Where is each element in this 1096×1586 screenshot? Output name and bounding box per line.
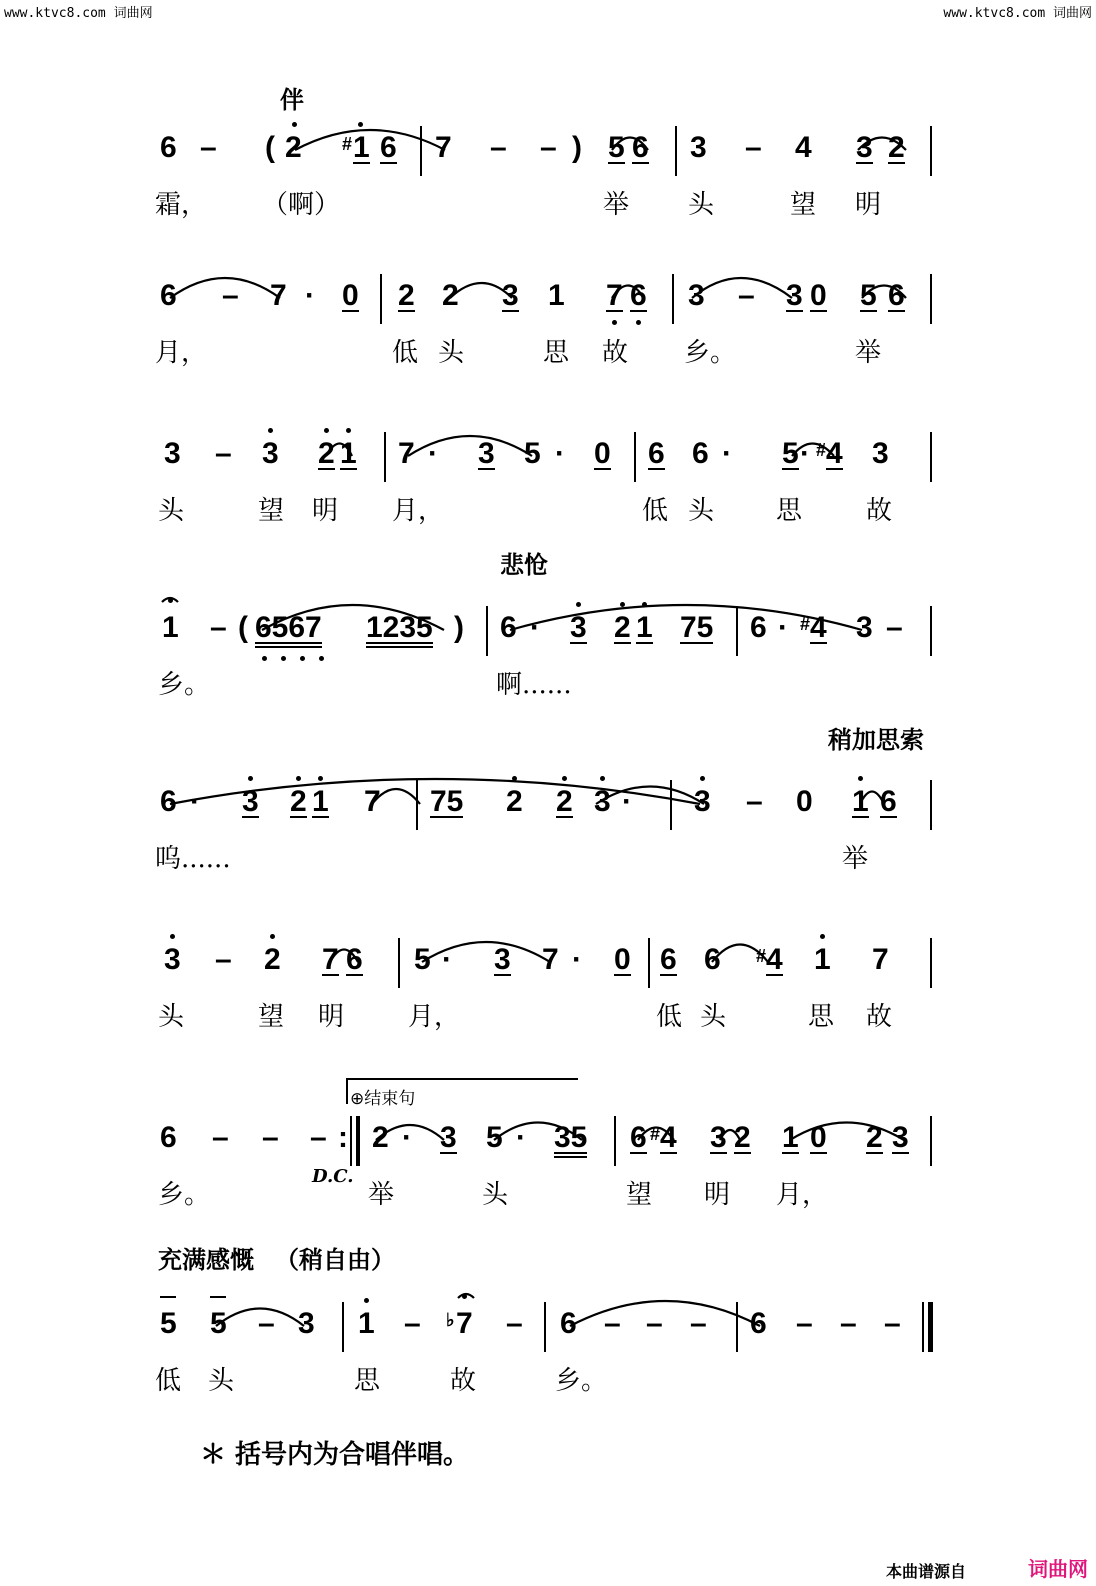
lyric: 头 — [158, 1002, 185, 1032]
lyric: 乡。 — [684, 338, 737, 368]
note: 0 — [614, 943, 631, 976]
lyric: 思 — [543, 338, 570, 368]
note: – — [200, 131, 217, 164]
note: 4 — [810, 611, 827, 644]
note: 2 — [442, 279, 459, 312]
note: 6 — [630, 279, 647, 312]
note: 6 — [160, 131, 177, 164]
staff-row-6 — [0, 942, 1096, 1062]
note: 2 — [614, 611, 631, 644]
note: ) — [572, 131, 582, 164]
note: – — [210, 611, 227, 644]
header-left[interactable]: www.ktvc8.com 词曲网 — [4, 6, 153, 21]
note: 3 — [478, 437, 495, 470]
note: 6 — [500, 611, 517, 644]
note: 6 — [160, 279, 177, 312]
note: 2 — [734, 1121, 751, 1154]
repeat-dots: : — [338, 1121, 348, 1154]
note: 6 — [630, 1121, 647, 1154]
note: 2 — [556, 785, 573, 818]
note: 3 — [856, 131, 873, 164]
note: – — [745, 131, 762, 164]
lyric: 故 — [450, 1366, 477, 1396]
lyric: 举 — [603, 190, 630, 220]
note: – — [310, 1121, 327, 1154]
lyric: 月， — [408, 1002, 461, 1032]
note: 3 — [440, 1121, 457, 1154]
note: 2 — [888, 131, 905, 164]
note: – — [840, 1307, 857, 1340]
note: 0 — [594, 437, 611, 470]
note: 6 — [160, 785, 177, 818]
lyric: 霜， — [155, 190, 208, 220]
lyric: 呜...... — [155, 844, 231, 874]
note: 3 — [262, 437, 279, 470]
note: 3 — [502, 279, 519, 312]
note: 6 — [750, 1307, 767, 1340]
sharp: # — [342, 134, 353, 154]
staff-row-4 — [0, 610, 1096, 730]
note: – — [215, 943, 232, 976]
note: 3 — [164, 943, 181, 976]
note: 2 — [866, 1121, 883, 1154]
lyric: 头 — [158, 496, 185, 526]
note: 7 — [542, 943, 559, 976]
lyric: 举 — [842, 844, 869, 874]
note: – — [746, 785, 763, 818]
lyric: 思 — [776, 496, 803, 526]
note: ( — [265, 131, 275, 164]
note: 6 — [380, 131, 397, 164]
note: 1 — [814, 943, 831, 976]
note: 6 — [692, 437, 709, 470]
note: · — [530, 611, 540, 644]
note: – — [690, 1307, 707, 1340]
note: 2 — [398, 279, 415, 312]
lyric: 低 — [155, 1366, 182, 1396]
sharp: # — [650, 1124, 661, 1144]
note: 2 — [372, 1121, 389, 1154]
lyric: 望 — [258, 496, 285, 526]
lyric: 思 — [808, 1002, 835, 1032]
note: 3 — [688, 279, 705, 312]
annotation-shaoziyou: （稍自由） — [275, 1246, 395, 1274]
note: 3 — [872, 437, 889, 470]
lyric: 望 — [258, 1002, 285, 1032]
note: 5 — [414, 943, 431, 976]
note: 1 — [340, 437, 357, 470]
lyric: 故 — [866, 1002, 893, 1032]
note: 7 — [606, 279, 623, 312]
note: ) — [454, 611, 464, 644]
annotation-beiqiang: 悲怆 — [500, 551, 548, 579]
lyric: 思 — [354, 1366, 381, 1396]
note: 2 — [285, 131, 302, 164]
note: · — [622, 785, 632, 818]
annotation-ban: 伴 — [280, 86, 304, 114]
note: 3 — [694, 785, 711, 818]
lyric: 啊...... — [496, 670, 572, 700]
lyric: 低 — [656, 1002, 683, 1032]
lyric: 乡。 — [555, 1366, 608, 1396]
note: 5 — [860, 279, 877, 312]
staff-row-2 — [0, 278, 1096, 398]
note: 3 — [690, 131, 707, 164]
lyric: 举 — [855, 338, 882, 368]
header-right[interactable]: www.ktvc8.com 词曲网 — [943, 6, 1092, 21]
note: 3 — [892, 1121, 909, 1154]
note: 6 — [888, 279, 905, 312]
lyric: 头 — [438, 338, 465, 368]
lyric: 故 — [602, 338, 629, 368]
note: · — [800, 437, 810, 470]
note: – — [738, 279, 755, 312]
note: 6 — [880, 785, 897, 818]
lyric: 明 — [312, 496, 339, 526]
lyric: 头 — [688, 496, 715, 526]
note: · — [190, 785, 200, 818]
note: · — [402, 1121, 412, 1154]
note: – — [262, 1121, 279, 1154]
site-logo[interactable]: 词曲网 — [1028, 1557, 1088, 1581]
note: 1 — [358, 1307, 375, 1340]
note: – — [506, 1307, 523, 1340]
note: – — [646, 1307, 663, 1340]
note: 7 — [456, 1307, 473, 1340]
note: · — [516, 1121, 526, 1154]
note: 1 — [852, 785, 869, 818]
note: 2 — [264, 943, 281, 976]
note: 75 — [680, 611, 714, 644]
note: 6 — [346, 943, 363, 976]
note: 6567 — [255, 611, 322, 644]
sharp: # — [800, 614, 811, 634]
note: 3 — [494, 943, 511, 976]
lyric: 头 — [688, 190, 715, 220]
lyric: 故 — [866, 496, 893, 526]
note: 4 — [795, 131, 812, 164]
note: 1235 — [366, 611, 433, 644]
note: 0 — [810, 279, 827, 312]
annotation-shaojia: 稍加思索 — [828, 726, 924, 754]
note: 7 — [270, 279, 287, 312]
staff-row-8 — [0, 1306, 1096, 1426]
note: 3 — [164, 437, 181, 470]
lyric: 头 — [208, 1366, 235, 1396]
note: 5 — [608, 131, 625, 164]
note: 3 — [856, 611, 873, 644]
note: 6 — [704, 943, 721, 976]
lyric: 乡。 — [158, 670, 211, 700]
note: 6 — [560, 1307, 577, 1340]
note: · — [572, 943, 582, 976]
note: 0 — [810, 1121, 827, 1154]
note: – — [604, 1307, 621, 1340]
note: 75 — [430, 785, 464, 818]
lyric: 月， — [776, 1180, 829, 1210]
flat: ♭ — [446, 1310, 455, 1330]
note: – — [404, 1307, 421, 1340]
note: 5 — [782, 437, 799, 470]
note: 7 — [398, 437, 415, 470]
note: 6 — [660, 943, 677, 976]
note: 5 — [160, 1307, 177, 1340]
note: · — [778, 611, 788, 644]
note: 1 — [548, 279, 565, 312]
sharp: # — [816, 440, 827, 460]
note: – — [222, 279, 239, 312]
lyric: 低 — [392, 338, 419, 368]
note: · — [305, 279, 315, 312]
note: 4 — [766, 943, 783, 976]
note: 6 — [160, 1121, 177, 1154]
note: 6 — [632, 131, 649, 164]
note: · — [428, 437, 438, 470]
note: 5 — [486, 1121, 503, 1154]
lyric: 明 — [704, 1180, 731, 1210]
staff-row-7 — [0, 1120, 1096, 1240]
note: 4 — [826, 437, 843, 470]
note: – — [258, 1307, 275, 1340]
note: 5 — [210, 1307, 227, 1340]
note: ( — [238, 611, 248, 644]
note: 2 — [318, 437, 335, 470]
note: 0 — [342, 279, 359, 312]
note: 3 — [570, 611, 587, 644]
note: – — [212, 1121, 229, 1154]
note: · — [722, 437, 732, 470]
staff-row-5 — [0, 784, 1096, 904]
dc-marking: D.C. — [312, 1166, 354, 1187]
footnote: ＊ 括号内为合唱伴唱。 — [200, 1440, 470, 1470]
sharp: # — [756, 946, 767, 966]
note: 1 — [782, 1121, 799, 1154]
note: – — [886, 611, 903, 644]
note: 7 — [322, 943, 339, 976]
note: 4 — [660, 1121, 677, 1154]
note: 0 — [796, 785, 813, 818]
note: 7 — [435, 131, 452, 164]
note: 2 — [506, 785, 523, 818]
lyric: 乡。 — [158, 1180, 211, 1210]
note: · — [555, 437, 565, 470]
lyric: 低 — [642, 496, 669, 526]
note: 7 — [364, 785, 381, 818]
lyric: 明 — [855, 190, 882, 220]
note: 1 — [636, 611, 653, 644]
note: 3 — [710, 1121, 727, 1154]
note: 1 — [162, 611, 179, 644]
note: – — [215, 437, 232, 470]
note: – — [884, 1307, 901, 1340]
note: 1 — [353, 131, 370, 164]
lyric: 举 — [368, 1180, 395, 1210]
source-label: 本曲谱源自 — [885, 1562, 966, 1581]
note: 2 — [290, 785, 307, 818]
note: 1 — [312, 785, 329, 818]
annotation-chongman: 充满感慨 — [158, 1246, 254, 1274]
note: – — [490, 131, 507, 164]
lyric: 头 — [700, 1002, 727, 1032]
note: 7 — [872, 943, 889, 976]
lyric: 望 — [626, 1180, 653, 1210]
staff-row-3 — [0, 436, 1096, 556]
note: 3 — [298, 1307, 315, 1340]
note: 35 — [554, 1121, 588, 1154]
lyric: 明 — [318, 1002, 345, 1032]
lyric: 月， — [155, 338, 208, 368]
annotation-jieshu: ⊕结束句 — [350, 1089, 416, 1109]
note: 5 — [524, 437, 541, 470]
note: – — [796, 1307, 813, 1340]
note: 6 — [648, 437, 665, 470]
lyric: 头 — [482, 1180, 509, 1210]
lyric: 月， — [392, 496, 445, 526]
note: · — [442, 943, 452, 976]
note: 3 — [786, 279, 803, 312]
lyric: 望 — [790, 190, 817, 220]
note: 6 — [750, 611, 767, 644]
note: 3 — [594, 785, 611, 818]
note: – — [540, 131, 557, 164]
note: 3 — [242, 785, 259, 818]
lyric: （啊） — [262, 190, 341, 220]
